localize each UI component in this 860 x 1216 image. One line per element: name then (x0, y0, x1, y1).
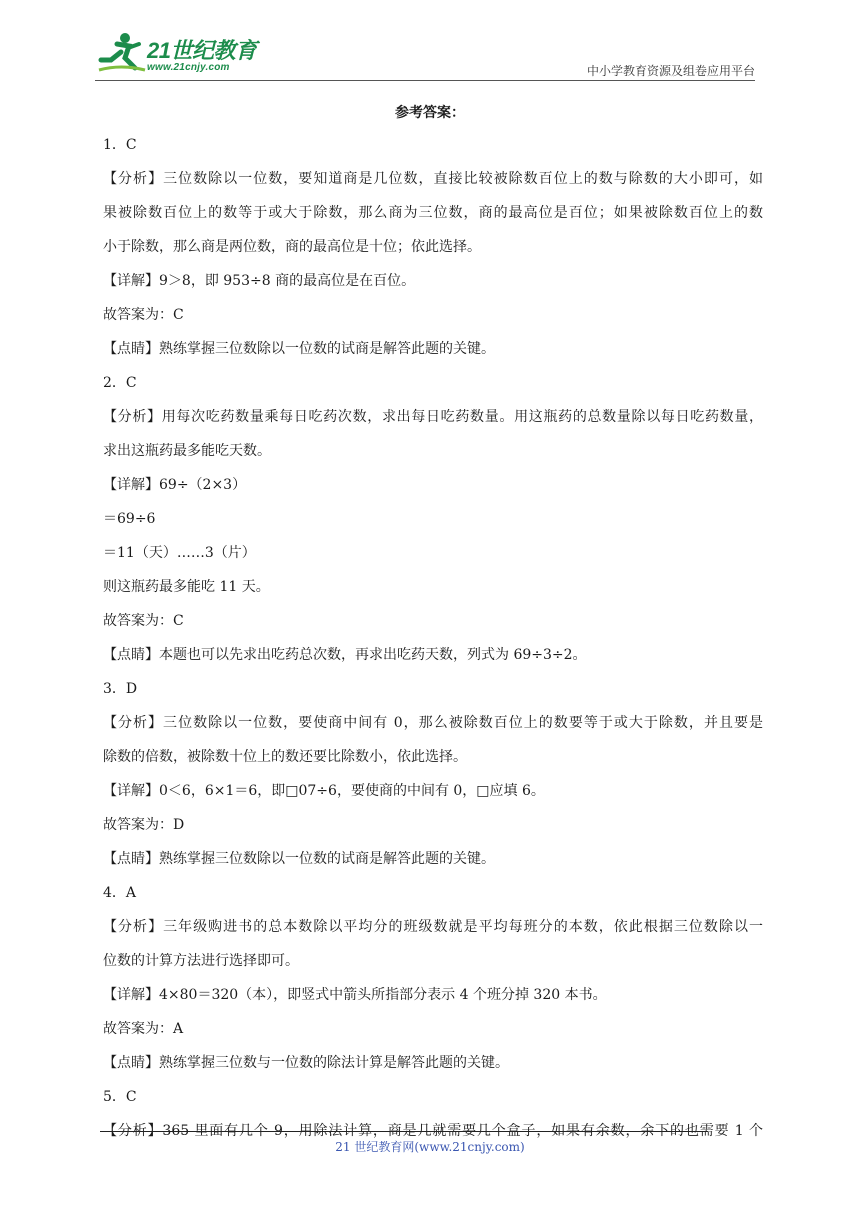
text-line: 则这瓶药最多能吃 11 天。 (103, 579, 270, 595)
text-line: ＝11（天）……3（片） (103, 545, 256, 561)
text-line: 【详解】4×80＝320（本），即竖式中箭头所指部分表示 4 个班分掉 320 本书。 (103, 987, 607, 1003)
text-line: 故答案为：A (103, 1021, 184, 1037)
page-title: 参考答案： (395, 105, 465, 121)
text-line: 故答案为：C (103, 613, 184, 629)
text-line: 【点睛】熟练掌握三位数除以一位数的试商是解答此题的关键。 (103, 851, 495, 867)
text-line: 5．C (103, 1089, 137, 1105)
text-line: 【分析】三年级购进书的总本数除以平均分的班级数就是平均每班分的本数，依此根据三位数除以一 (103, 919, 763, 935)
page-header (95, 30, 755, 82)
text-line: ＝69÷6 (103, 511, 156, 527)
text-line: 果被除数百位上的数等于或大于除数，那么商为三位数，商的最高位是百位；如果被除数百位上的数 (103, 205, 763, 221)
text-line: 【点睛】熟练掌握三位数与一位数的除法计算是解答此题的关键。 (103, 1055, 509, 1071)
text-line: 【详解】0＜6，6×1＝6，即□07÷6，要使商的中间有 0，□应填 6。 (103, 783, 545, 799)
logo-title: 21世纪教育 (147, 38, 257, 63)
footer-link[interactable]: 21 世纪教育网(www.21cnjy.com) (335, 1140, 525, 1154)
text-line: 小于除数，那么商是两位数，商的最高位是十位；依此选择。 (103, 239, 481, 255)
text-line: 【分析】用每次吃药数量乘每日吃药次数，求出每日吃药数量。用这瓶药的总数量除以每日吃药数量， (103, 409, 763, 425)
text-line: 4．A (103, 885, 137, 901)
logo (95, 30, 285, 76)
text-line: 位数的计算方法进行选择即可。 (103, 953, 299, 969)
runner-logo-icon (95, 30, 147, 76)
text-line: 【分析】三位数除以一位数，要知道商是几位数，直接比较被除数百位上的数与除数的大小即可，如 (103, 171, 763, 187)
header-divider (95, 80, 755, 81)
text-line: 【详解】69÷（2×3） (103, 477, 247, 493)
text-line: 故答案为：C (103, 307, 184, 323)
text-line: 【详解】9＞8，即 953÷8 商的最高位是在百位。 (103, 273, 416, 289)
text-line: 求出这瓶药最多能吃天数。 (103, 443, 271, 459)
answer-content (103, 128, 763, 1148)
footer-divider (100, 1131, 708, 1132)
text-line: 【分析】三位数除以一位数，要使商中间有 0，那么被除数百位上的数要等于或大于除数，并且要是 (103, 715, 763, 731)
text-line: 1．C (103, 137, 137, 153)
text-line: 【点睛】本题也可以先求出吃药总次数，再求出吃药天数，列式为 69÷3÷2。 (103, 647, 587, 663)
text-line: 故答案为：D (103, 817, 185, 833)
text-line: 【分析】365 里面有几个 9，用除法计算，商是几就需要几个盒子，如果有余数，余下的也需要 1 个 (103, 1123, 763, 1139)
text-line: 3．D (103, 681, 138, 697)
text-line: 【点睛】熟练掌握三位数除以一位数的试商是解答此题的关键。 (103, 341, 495, 357)
platform-label: 中小学教育资源及组卷应用平台 (586, 64, 755, 78)
text-line: 2．C (103, 375, 137, 391)
text-line: 除数的倍数，被除数十位上的数还要比除数小，依此选择。 (103, 749, 467, 765)
logo-url: www.21cnjy.com (147, 62, 230, 73)
